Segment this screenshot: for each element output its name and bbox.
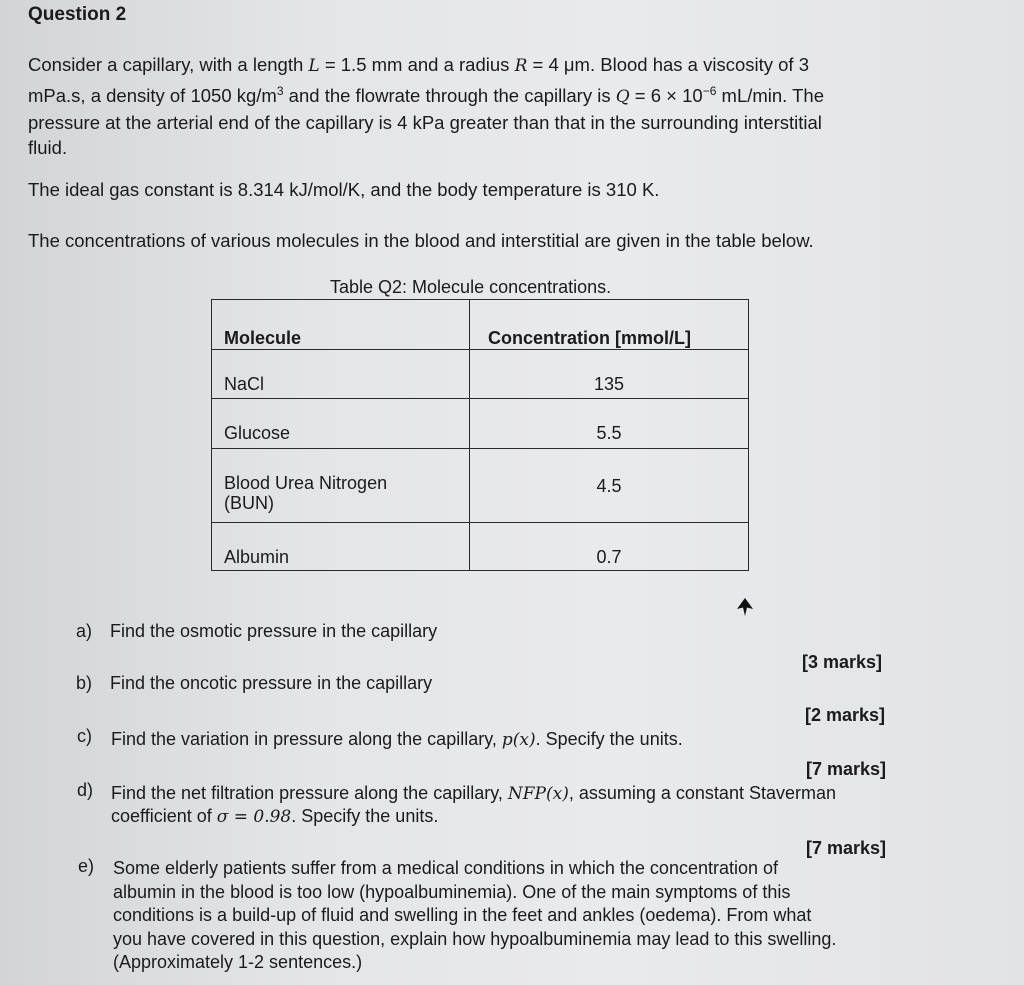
table-row [212,350,749,399]
cell-molecule-line: Blood Urea Nitrogen [224,473,388,493]
intro-text: = 6 × 10 [629,85,703,107]
math-nfp-of-x: NFP(x) [507,784,569,804]
intro-line-2 [28,79,998,110]
intro-text: = 4 μm [527,54,590,75]
cell-molecule: Glucose [212,399,470,449]
intro-text: . Blood has a viscosity of 3 [589,54,809,75]
question-d-label: d) [77,780,94,800]
table-header-row [212,300,749,350]
cell-molecule: NaCl [212,350,470,399]
question-c-text-part: . Specify the units. [535,729,683,749]
table-row [212,449,749,523]
math-L: L [308,56,320,76]
question-e-line: you have covered in this question, explain how hypoalbuminemia may lead to this swelling. [113,928,837,949]
cell-concentration: 4.5 [470,449,749,523]
question-d-text-part: Find the net filtration pressure along the capillary, [111,783,508,803]
cell-molecule [212,449,470,523]
superscript: 3 [276,84,284,98]
question-d-text [111,782,836,828]
question-e-line: Some elderly patients suffer from a medical conditions in which the concentration of [113,858,779,878]
question-c-text-part: Find the variation in pressure along the capillary, [111,729,502,749]
superscript: −6 [702,84,717,98]
intro-text: and the flowrate through the capillary is [283,85,616,107]
intro-text: Consider a capillary, with a length [28,54,309,75]
math-R: R [514,56,528,76]
math-p-of-x: p(x) [501,730,536,750]
concentration-table [211,299,749,571]
intro-line-1 [28,52,998,79]
question-e-line: albumin in the blood is too low (hypoalbuminemia). One of the main symptoms of this [113,881,791,902]
question-a-text: Find the osmotic pressure in the capillary [110,621,438,641]
question-d-text-part: . Specify the units. [291,806,439,826]
mouse-pointer-icon [736,597,754,617]
question-a-marks: [3 marks] [802,652,883,672]
question-d-line-1 [111,782,836,805]
cell-concentration: 135 [470,350,749,399]
intro-text: mPa.s, a density of 1050 kg/m [28,85,277,107]
gas-constant-text: The ideal gas constant is 8.314 kJ/mol/K, and the body temperature is 310 K. [28,179,660,200]
question-e-line: (Approximately 1-2 sentences.) [113,952,363,972]
question-d-marks: [7 marks] [806,838,887,858]
math-Q: Q [615,87,630,108]
cell-molecule-line: (BUN) [224,493,274,513]
question-c-marks: [7 marks] [806,759,887,779]
table-row [212,399,749,449]
concentrations-text: The concentrations of various molecules in the blood and interstitial are given in the table below. [28,230,814,251]
cell-molecule: Albumin [212,523,470,571]
cell-concentration: 5.5 [470,399,749,449]
question-d-text-part: , assuming a constant Staverman [568,783,836,803]
table-row [212,523,749,571]
table-caption: Table Q2: Molecule concentrations. [330,277,612,297]
header-concentration: Concentration [mmol/L] [470,300,749,350]
intro-paragraph [28,52,998,160]
intro-line-4: fluid. [28,137,68,159]
math-sigma: σ = 0.98 [216,807,292,827]
intro-line-3: pressure at the arterial end of the capillary is 4 kPa greater than that in the surrounding interstitial [28,112,822,134]
header-molecule: Molecule [212,300,470,350]
intro-text: mL/min. The [716,85,825,107]
question-title: Question 2 [28,4,127,25]
question-e-label: e) [78,856,95,876]
question-c-text [111,728,683,751]
question-c-label: c) [77,726,92,746]
question-e-text [113,857,993,975]
question-d-line-2 [111,805,836,828]
question-e-line: conditions is a build-up of fluid and swelling in the feet and ankles (oedema). From what [113,905,812,925]
intro-text: = 1.5 mm and a radius [319,54,515,75]
question-a-label: a) [76,621,93,641]
cell-concentration: 0.7 [470,523,749,571]
question-b-marks: [2 marks] [805,705,886,725]
question-d-text-part: coefficient of [111,806,217,826]
question-b-text: Find the oncotic pressure in the capillary [110,673,433,693]
question-b-label: b) [76,673,93,693]
